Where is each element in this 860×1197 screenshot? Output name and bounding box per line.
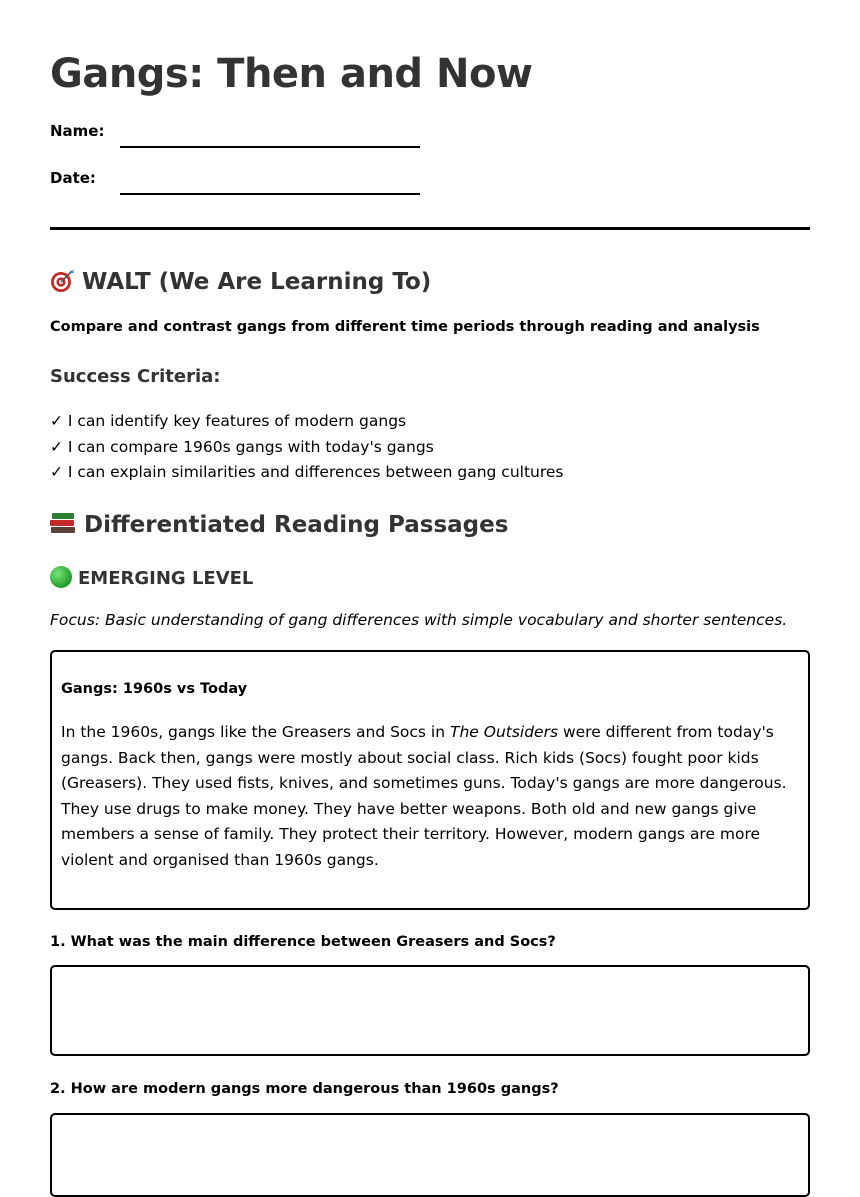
reading-passage-box — [50, 650, 810, 910]
date-label: Date: — [50, 169, 96, 187]
answer-box-2[interactable] — [50, 1113, 810, 1197]
criteria-item: ✓ I can explain similarities and differences between gang cultures — [50, 463, 564, 481]
reading-heading — [50, 511, 508, 539]
name-field[interactable] — [120, 146, 420, 148]
criteria-item: ✓ I can identify key features of modern gangs — [50, 412, 407, 430]
answer-box-1[interactable] — [50, 965, 810, 1056]
passage-text-end: were different from today's gangs. Back then, gangs were mostly about social class. Rich kids (Socs) fought poor kids (Greasers). They used fists, knives, and sometimes guns. Today's gangs are more dangerous. They use drugs to make money. They have better weapons. Both old and new gangs give members a sense of family. They protect their territory. However, modern gangs are more violent and organised than 1960s gangs. — [61, 723, 787, 869]
level-heading — [50, 566, 253, 589]
success-criteria-list — [50, 409, 564, 486]
question-2: 2. How are modern gangs more dangerous than 1960s gangs? — [50, 1081, 559, 1097]
header-divider — [50, 227, 810, 230]
books-icon — [50, 513, 76, 535]
walt-statement: Compare and contrast gangs from different time periods through reading and analysis — [50, 319, 760, 335]
passage-title: Gangs: 1960s vs Today — [61, 681, 248, 697]
level-label: EMERGING LEVEL — [78, 568, 254, 589]
target-icon — [50, 269, 74, 293]
date-field-row — [50, 169, 450, 195]
passage-text-start: In the 1960s, gangs like the Greasers and Socs in — [61, 723, 450, 741]
green-circle-icon — [50, 566, 72, 588]
passage-text — [61, 720, 801, 873]
criteria-item: ✓ I can compare 1960s gangs with today's gangs — [50, 437, 434, 456]
date-field[interactable] — [120, 193, 420, 195]
level-focus: Focus: Basic understanding of gang differences with simple vocabulary and shorter sentences. — [50, 611, 788, 629]
book-title: The Outsiders — [449, 723, 559, 741]
name-label: Name: — [50, 122, 105, 140]
success-criteria-heading: Success Criteria: — [50, 366, 221, 387]
question-1: 1. What was the main difference between Greasers and Socs? — [50, 934, 556, 950]
walt-heading — [50, 268, 431, 296]
page-title: Gangs: Then and Now — [50, 51, 533, 97]
reading-heading-text: Differentiated Reading Passages — [84, 512, 509, 538]
name-field-row — [50, 122, 450, 148]
walt-heading-text: WALT (We Are Learning To) — [82, 269, 432, 295]
